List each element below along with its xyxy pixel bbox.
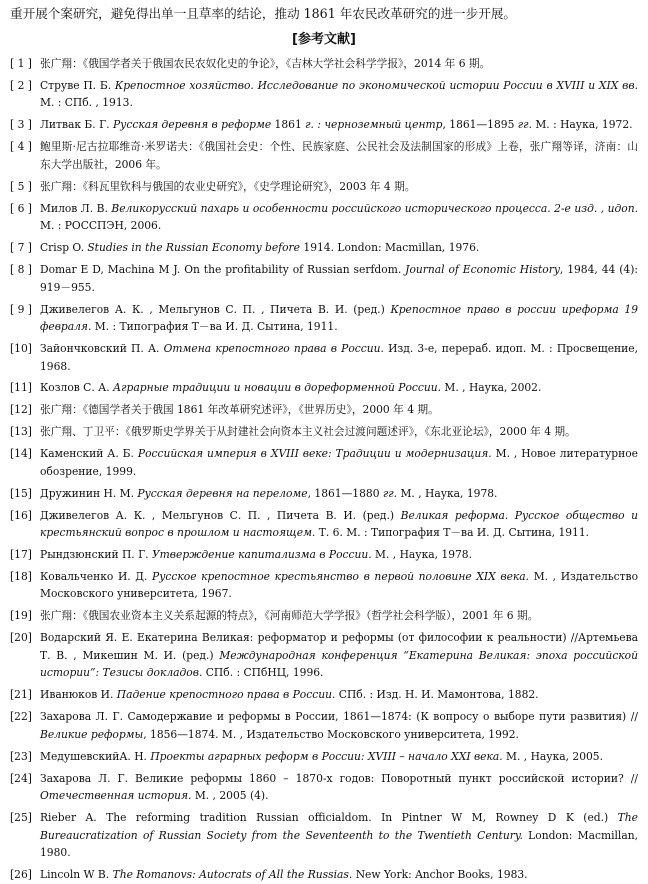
reference-text-segment: Зайончковский П. А.	[40, 341, 164, 355]
reference-text	[40, 301, 638, 336]
reference-text-segment: 张广翔：《俄国学者关于俄国农民农奴化史的争论》，《吉林大学社会科学学报》，2014 年 6 期。	[40, 57, 491, 70]
reference-number: [ 3 ]	[10, 118, 32, 132]
reference-number: [ 9 ]	[10, 302, 32, 316]
reference-item	[10, 340, 638, 375]
reference-number: [16]	[10, 508, 32, 522]
reference-title-italic: Русская деревня в реформе	[112, 118, 272, 132]
reference-text	[40, 507, 638, 542]
reference-item	[10, 809, 638, 862]
reference-item	[10, 770, 638, 805]
reference-text-segment: Струве П. Б.	[40, 78, 115, 92]
references-heading: [参考文献]	[292, 32, 356, 47]
reference-item	[10, 485, 638, 503]
reference-number: [19]	[10, 609, 32, 623]
reference-number: [ 6 ]	[10, 201, 32, 215]
reference-item	[10, 116, 638, 134]
reference-title-italic: гг.	[517, 118, 532, 132]
reference-text-segment: , 1861—1895	[442, 118, 518, 132]
intro-paragraph: 重开展个案研究，避免得出单一且草率的结论，推动 1861 年农民改革研究的进一步开展。	[10, 6, 517, 21]
reference-text	[40, 546, 638, 564]
reference-item	[10, 261, 638, 296]
reference-text	[40, 866, 638, 884]
reference-item	[10, 55, 638, 73]
reference-text-segment: СПб. : Изд. Н. И. Мамонтова, 1882.	[335, 688, 539, 702]
reference-text-segment: Рындзюнский П. Г.	[40, 548, 152, 561]
reference-text-segment: Дживелегов А. К. , Мельгунов С. П. , Пичета В. И. (ред.)	[40, 302, 391, 316]
reference-text-segment: Милов Л. В.	[40, 201, 112, 215]
reference-title-italic: Отмена крепостного права в России.	[163, 341, 384, 355]
reference-text	[40, 77, 638, 112]
reference-text	[40, 485, 638, 503]
reference-text	[40, 568, 638, 603]
reference-title-italic: Российская империя в XVIII веке: Традиции и модернизация.	[137, 447, 492, 461]
reference-text-segment: М. , Наука, 2005.	[502, 749, 604, 763]
reference-text	[40, 770, 638, 805]
reference-title-italic: Утверждение капитализма в России.	[151, 548, 372, 561]
reference-item	[10, 445, 638, 480]
reference-item	[10, 546, 638, 564]
reference-item	[10, 748, 638, 766]
reference-text	[40, 607, 638, 625]
reference-title-italic: Проекты аграрных реформ в России: XVIII – начало XXI века.	[150, 749, 503, 763]
reference-title-italic: Крепостное право в россии иреформа 19 февраля.	[40, 302, 639, 334]
reference-text-segment: Иванюков И.	[40, 688, 117, 702]
reference-title-italic: Journal of Economic History	[405, 263, 560, 277]
reference-number: [20]	[10, 631, 32, 645]
reference-item	[10, 401, 638, 419]
reference-item	[10, 178, 638, 196]
reference-text-segment: 1914. London: Macmillan, 1976.	[300, 241, 480, 255]
reference-item	[10, 568, 638, 603]
reference-text-segment: Водарский Я. Е. Екатерина Великая: реформатор и реформы (от философии к реальности) //Артемьева Т. В. , Микешин М. И. (ред.)	[40, 631, 638, 662]
reference-text-segment: Crisp O.	[40, 241, 88, 255]
reference-title-italic: Великорусский пахарь и особенности российского исторического процесса. 2-е изд. , идоп.	[111, 201, 638, 215]
reference-text-segment: Domar E D, Machina M J. On the profitability of Russian serfdom.	[40, 263, 406, 277]
reference-number: [ 7 ]	[10, 241, 32, 255]
reference-title-italic: Крепостное хозяйство. Исследование по экономической истории России в XVIII и XIX вв.	[114, 78, 638, 92]
reference-number: [13]	[10, 425, 32, 439]
reference-title-italic: The Romanovs: Autocrats of All the Russias.	[112, 868, 353, 882]
reference-text-segment: Литвак Б. Г.	[40, 118, 113, 132]
reference-text-segment: New York: Anchor Books, 1983.	[352, 868, 528, 882]
reference-text-segment: London: Macmillan, 1980.	[40, 828, 638, 860]
reference-text	[40, 708, 638, 743]
reference-text-segment: Дружинин Н. М.	[40, 486, 138, 500]
reference-text	[40, 809, 638, 862]
reference-item	[10, 629, 638, 682]
reference-title-italic: г. : черноземный центр	[305, 118, 443, 132]
reference-text-segment: , 1984, 44 (4): 919－955.	[40, 263, 638, 294]
reference-text-segment: Козлов С. А.	[40, 381, 114, 395]
reference-text-segment: Rieber A. The reforming tradition Russian officialdom. In Pintner W M, Rowney D K (ed.)	[40, 811, 618, 825]
reference-text-segment: М. : Типография Т－ва И. Д. Сытина, 1911.	[91, 320, 338, 334]
reference-number: [ 8 ]	[10, 263, 32, 277]
reference-text	[40, 379, 638, 397]
reference-text	[40, 55, 638, 73]
reference-item	[10, 301, 638, 336]
reference-number: [24]	[10, 771, 32, 785]
reference-item	[10, 138, 638, 173]
reference-text-segment: М. : СПб. , 1913.	[40, 96, 133, 110]
reference-text-segment: МедушевскийА. Н.	[40, 749, 151, 763]
reference-text-segment: М. : РОССПЭН, 2006.	[40, 219, 162, 233]
reference-text-segment: Захарова Л. Г. Самодержавие и реформы в России, 1861—1874: (К вопросу о выборе пути развития) //	[40, 710, 638, 724]
reference-title-italic: Великие реформы	[40, 727, 144, 741]
reference-number: [ 5 ]	[10, 179, 32, 193]
reference-text	[40, 138, 638, 173]
reference-number: [18]	[10, 569, 32, 583]
reference-text-segment: Ковальченко И. Д.	[40, 569, 153, 583]
reference-text	[40, 401, 638, 419]
reference-number: [21]	[10, 688, 32, 702]
reference-text-segment: Захарова Л. Г. Великие реформы 1860 – 1870-х годов: Поворотный пункт российской истории? //	[40, 771, 638, 785]
reference-text	[40, 178, 638, 196]
reference-text	[40, 423, 638, 441]
reference-text-segment: 1861	[271, 118, 306, 132]
reference-title-italic: Studies in the Russian Economy before	[87, 241, 300, 255]
reference-number: [10]	[10, 341, 32, 355]
reference-number: [14]	[10, 447, 32, 461]
reference-item	[10, 607, 638, 625]
reference-item	[10, 77, 638, 112]
reference-title-italic: The Bureaucratization of Russian Society from the Seventeenth to the Twentieth Century.	[40, 811, 638, 842]
reference-text-segment: 张广翔：《科瓦里钦科与俄国的农业史研究》，《史学理论研究》，2003 年 4 期。	[40, 179, 416, 193]
reference-text	[40, 116, 638, 134]
reference-list	[10, 55, 638, 884]
reference-item	[10, 507, 638, 542]
reference-number: [23]	[10, 749, 32, 763]
reference-text	[40, 748, 638, 766]
reference-text-segment: М. , Наука, 1978.	[371, 548, 473, 561]
reference-text-segment: Изд. 3-е, перераб. идоп. М. : Просвещение, 1968.	[40, 341, 638, 373]
reference-text-segment: М. : Наука, 1972.	[531, 118, 633, 132]
reference-title-italic: Русская деревня на переломе	[137, 486, 308, 500]
reference-title-italic: гг.	[382, 486, 398, 500]
reference-text	[40, 261, 638, 296]
reference-text-segment: Каменский А. Б.	[40, 447, 138, 461]
reference-text-segment: М. , Наука, 1978.	[397, 486, 498, 500]
reference-number: [15]	[10, 486, 32, 500]
reference-item	[10, 379, 638, 397]
reference-number: [ 1 ]	[10, 57, 32, 70]
reference-text-segment: СПб. : СПбНЦ, 1996.	[202, 666, 324, 680]
reference-number: [17]	[10, 548, 32, 561]
reference-text-segment: Т. 6. М. : Типография Т－ва И. Д. Сытина, 1911.	[315, 526, 590, 540]
reference-number: [ 4 ]	[10, 140, 32, 154]
reference-text-segment: Дживелегов А. К. , Мельгунов С. П. , Пичета В. И. (ред.)	[40, 508, 401, 522]
reference-text	[40, 445, 638, 480]
reference-text-segment: М. , Наука, 2002.	[441, 381, 542, 395]
reference-number: [11]	[10, 381, 32, 395]
reference-text-segment: 张广翔、丁卫平：《俄罗斯史学界关于从封建社会向资本主义社会过渡问题述评》，《东北亚论坛》，2000 年 4 期。	[40, 425, 576, 439]
reference-text-segment: М. , 2005 (4).	[191, 789, 269, 803]
reference-number: [22]	[10, 710, 32, 724]
reference-number: [25]	[10, 811, 32, 825]
reference-item	[10, 200, 638, 235]
reference-text	[40, 340, 638, 375]
reference-title-italic: Русское крепостное крестьянство в первой половине XIX века.	[152, 569, 530, 583]
reference-item	[10, 239, 638, 257]
reference-text-segment: 鲍里斯·尼古拉耶维奇·米罗诺夫：《俄国社会史：个性、民族家庭、公民社会及法制国家的形成》上卷，张广翔等译，济南：山东大学出版社，2006 年。	[40, 140, 638, 171]
reference-number: [26]	[10, 868, 32, 882]
reference-text	[40, 686, 638, 704]
reference-text	[40, 629, 638, 682]
reference-item	[10, 423, 638, 441]
reference-title-italic: Великая реформа. Русское общество и крестьянский вопрос в прошлом и настоящем.	[40, 508, 638, 540]
reference-number: [ 2 ]	[10, 78, 32, 92]
reference-text-segment: Lincoln W B.	[40, 868, 113, 882]
reference-title-italic: Международная конференция “Екатерина Великая: эпоха российской истории”: Тезисы докладов.	[40, 648, 639, 680]
reference-item	[10, 866, 638, 884]
reference-text-segment: М. , Новое литературное обозрение, 1999.	[40, 447, 638, 478]
reference-text	[40, 239, 638, 257]
reference-title-italic: Отечественная история.	[40, 789, 192, 803]
reference-text-segment: М. , Издательство Московского университета, 1967.	[40, 569, 639, 601]
reference-item	[10, 708, 638, 743]
reference-text-segment: , 1861—1880	[307, 486, 383, 500]
reference-number: [12]	[10, 403, 32, 417]
reference-text	[40, 200, 638, 235]
reference-item	[10, 686, 638, 704]
reference-title-italic: Падение крепостного права в России.	[116, 688, 336, 702]
reference-text-segment: 张广翔：《俄国农业资本主义关系起源的特点》，《河南师范大学学报》（哲学社会科学版），2001 年 6 期。	[40, 609, 539, 623]
reference-text-segment: 张广翔：《德国学者关于俄国 1861 年改革研究述评》，《世界历史》，2000 年 4 期。	[40, 403, 439, 417]
reference-title-italic: Аграрные традиции и новации в дореформенной России.	[113, 381, 442, 395]
reference-text-segment: , 1856—1874. М. , Издательство Московского университета, 1992.	[143, 727, 519, 741]
